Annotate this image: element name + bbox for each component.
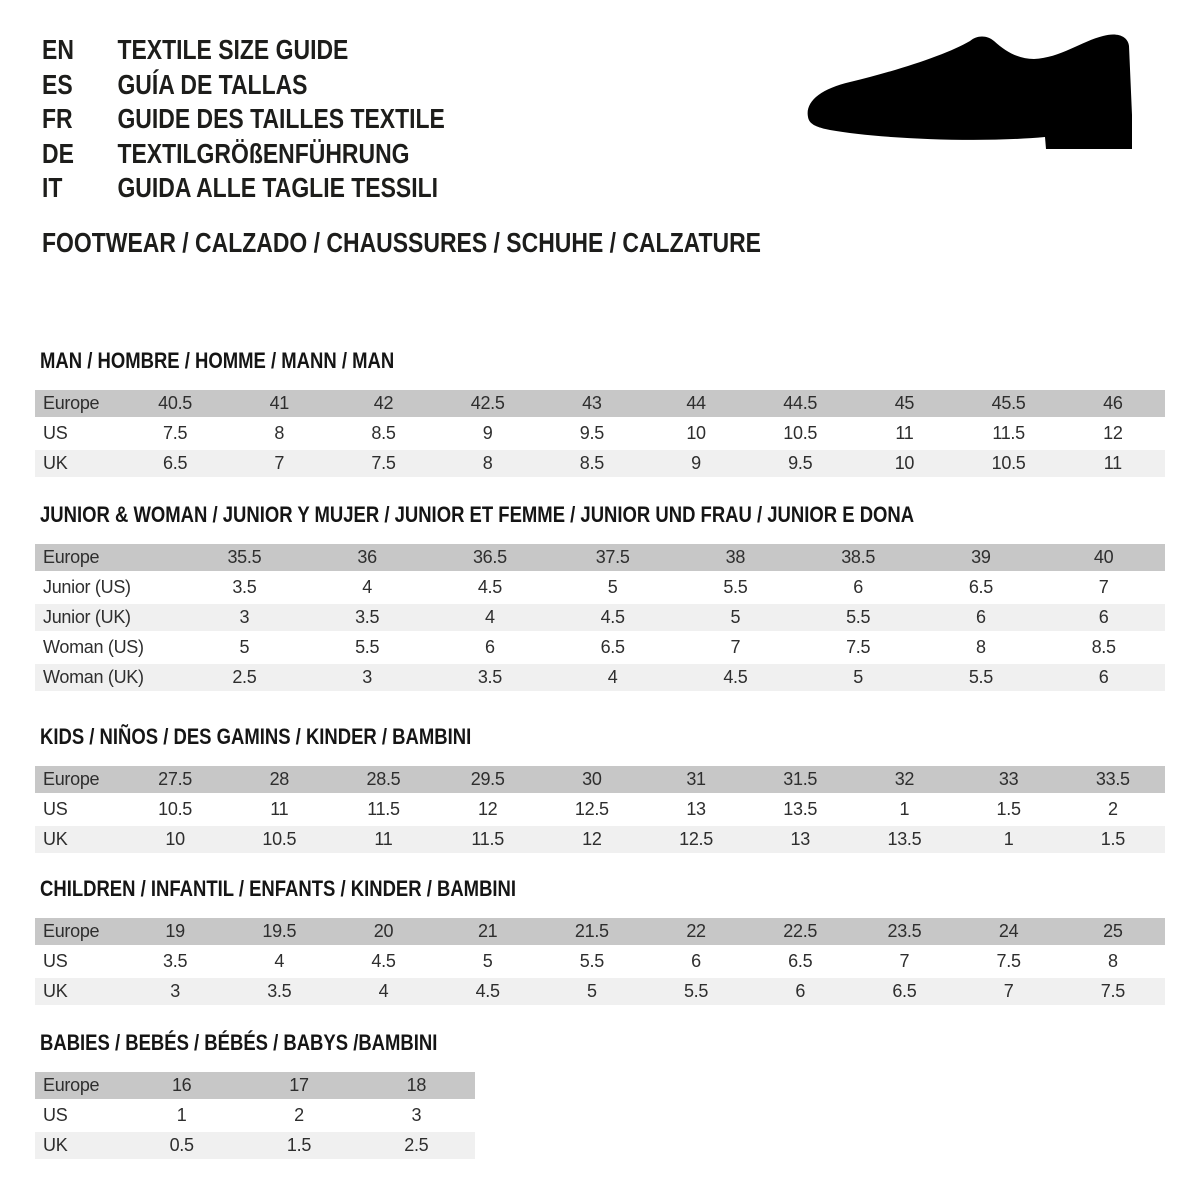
language-title: GUIDA ALLE TAGLIE TESSILI bbox=[117, 172, 439, 203]
size-cell: 12 bbox=[477, 798, 498, 819]
size-cell: 10.5 bbox=[783, 422, 818, 443]
size-cell: 29.5 bbox=[436, 766, 540, 793]
size-cell: 3 bbox=[411, 1104, 422, 1125]
table-row bbox=[35, 978, 1165, 1005]
size-cell: 2.5 bbox=[358, 1132, 475, 1159]
row-label: UK bbox=[35, 978, 123, 1005]
table-row bbox=[35, 420, 1165, 447]
size-cell: 21 bbox=[436, 918, 540, 945]
size-cell: 7 bbox=[1098, 576, 1109, 597]
row-label: Junior (UK) bbox=[35, 604, 183, 631]
size-cell: 13 bbox=[748, 826, 852, 853]
table-row bbox=[35, 450, 1165, 477]
size-cell: 22 bbox=[644, 918, 748, 945]
size-cell: 31 bbox=[644, 766, 748, 793]
size-cell: 6.5 bbox=[852, 978, 956, 1005]
size-cell: 7.5 bbox=[1061, 978, 1165, 1005]
language-title: TEXTILGRÖßENFÜHRUNG bbox=[117, 137, 410, 169]
size-cell: 45.5 bbox=[957, 390, 1061, 417]
size-cell: 10.5 bbox=[227, 826, 331, 853]
size-cell: 10.5 bbox=[957, 450, 1061, 477]
size-cell: 6 bbox=[1042, 664, 1165, 691]
size-cell: 12 bbox=[540, 826, 644, 853]
size-cell: 3.5 bbox=[227, 978, 331, 1005]
shoe-icon bbox=[800, 27, 1140, 157]
section-man bbox=[35, 348, 1200, 480]
size-cell: 11 bbox=[895, 422, 914, 443]
size-cell: 37.5 bbox=[551, 544, 674, 571]
row-label: UK bbox=[35, 450, 123, 477]
size-cell: 5.5 bbox=[644, 978, 748, 1005]
row-label: Europe bbox=[35, 918, 123, 945]
size-cell: 45 bbox=[852, 390, 956, 417]
size-cell: 9.5 bbox=[579, 422, 604, 443]
size-table bbox=[35, 915, 1165, 1008]
size-cell: 6.5 bbox=[968, 576, 993, 597]
size-cell: 3 bbox=[123, 978, 227, 1005]
language-row bbox=[42, 171, 992, 206]
size-cell: 2.5 bbox=[183, 664, 306, 691]
table-row bbox=[35, 948, 1165, 975]
size-cell: 25 bbox=[1061, 918, 1165, 945]
language-title: TEXTILE SIZE GUIDE bbox=[117, 34, 349, 65]
size-cell: 5 bbox=[239, 636, 250, 657]
size-cell: 12.5 bbox=[574, 798, 609, 819]
size-cell: 2 bbox=[294, 1104, 304, 1125]
size-cell: 8.5 bbox=[540, 450, 644, 477]
size-table bbox=[35, 1069, 475, 1162]
size-cell: 44 bbox=[644, 390, 748, 417]
size-cell: 6 bbox=[1042, 604, 1165, 631]
size-cell: 7 bbox=[899, 950, 910, 971]
size-cell: 4.5 bbox=[371, 950, 396, 971]
size-cell: 11.5 bbox=[367, 798, 400, 819]
row-label: UK bbox=[35, 826, 123, 853]
size-cell: 41 bbox=[227, 390, 331, 417]
size-cell: 9.5 bbox=[748, 450, 852, 477]
row-label: Woman (UK) bbox=[35, 664, 183, 691]
table-row bbox=[35, 574, 1165, 601]
size-cell: 7.5 bbox=[163, 422, 188, 443]
size-cell: 43 bbox=[540, 390, 644, 417]
size-cell: 44.5 bbox=[748, 390, 852, 417]
size-cell: 7.5 bbox=[846, 636, 871, 657]
size-cell: 36.5 bbox=[429, 544, 552, 571]
size-cell: 7.5 bbox=[996, 950, 1021, 971]
row-label: Europe bbox=[35, 544, 183, 571]
size-cell: 4.5 bbox=[436, 978, 540, 1005]
section-junior-woman bbox=[35, 502, 1200, 694]
size-cell: 8 bbox=[274, 422, 285, 443]
table-row bbox=[35, 634, 1165, 661]
size-cell: 5.5 bbox=[797, 604, 920, 631]
size-cell: 20 bbox=[331, 918, 435, 945]
language-code: DE bbox=[42, 137, 74, 169]
size-cell: 5 bbox=[797, 664, 920, 691]
size-cell: 38.5 bbox=[797, 544, 920, 571]
size-cell: 5 bbox=[482, 950, 493, 971]
size-cell: 22.5 bbox=[748, 918, 852, 945]
size-cell: 4 bbox=[274, 950, 285, 971]
size-cell: 19.5 bbox=[227, 918, 331, 945]
section-children bbox=[35, 876, 1200, 1008]
size-cell: 33.5 bbox=[1061, 766, 1165, 793]
size-cell: 6.5 bbox=[123, 450, 227, 477]
table-title: JUNIOR & WOMAN / JUNIOR Y MUJER / JUNIOR ET FEMME / JUNIOR UND FRAU / JUNIOR E DONA bbox=[40, 501, 915, 527]
row-label: UK bbox=[35, 1132, 123, 1159]
size-cell: 5 bbox=[607, 576, 618, 597]
size-cell: 11.5 bbox=[436, 826, 540, 853]
size-cell: 4.5 bbox=[551, 604, 674, 631]
size-table bbox=[35, 763, 1165, 856]
size-cell: 38 bbox=[674, 544, 797, 571]
size-cell: 1 bbox=[899, 798, 910, 819]
size-cell: 39 bbox=[920, 544, 1043, 571]
size-cell: 1.5 bbox=[1061, 826, 1165, 853]
size-cell: 40 bbox=[1042, 544, 1165, 571]
language-title: GUÍA DE TALLAS bbox=[117, 68, 308, 100]
size-cell: 3 bbox=[183, 604, 306, 631]
size-cell: 5.5 bbox=[355, 636, 380, 657]
table-row bbox=[35, 664, 1165, 691]
size-cell: 11 bbox=[270, 798, 289, 819]
size-cell: 5.5 bbox=[920, 664, 1043, 691]
page-header bbox=[35, 0, 1200, 206]
section-babies bbox=[35, 1030, 1200, 1162]
size-cell: 40.5 bbox=[123, 390, 227, 417]
size-cell: 28.5 bbox=[331, 766, 435, 793]
size-cell: 4 bbox=[429, 604, 552, 631]
size-cell: 27.5 bbox=[123, 766, 227, 793]
size-cell: 16 bbox=[123, 1072, 240, 1099]
size-cell: 4 bbox=[331, 978, 435, 1005]
table-title: CHILDREN / INFANTIL / ENFANTS / KINDER / BAMBINI bbox=[40, 875, 517, 901]
size-cell: 42.5 bbox=[436, 390, 540, 417]
table-header-row bbox=[35, 390, 1165, 417]
size-cell: 8 bbox=[436, 450, 540, 477]
size-cell: 1 bbox=[176, 1104, 187, 1125]
size-cell: 4.5 bbox=[477, 576, 502, 597]
row-label: Junior (US) bbox=[43, 576, 131, 597]
size-cell: 6.5 bbox=[788, 950, 813, 971]
table-title: MAN / HOMBRE / HOMME / MANN / MAN bbox=[40, 347, 395, 373]
size-cell: 7 bbox=[957, 978, 1061, 1005]
size-cell: 18 bbox=[358, 1072, 475, 1099]
size-cell: 0.5 bbox=[123, 1132, 240, 1159]
size-cell: 8 bbox=[1107, 950, 1118, 971]
table-header-row bbox=[35, 1072, 475, 1099]
size-cell: 23.5 bbox=[852, 918, 956, 945]
row-label: Woman (US) bbox=[43, 636, 144, 657]
size-cell: 7.5 bbox=[331, 450, 435, 477]
size-cell: 4 bbox=[551, 664, 674, 691]
size-cell: 10 bbox=[123, 826, 227, 853]
size-cell: 4.5 bbox=[674, 664, 797, 691]
size-cell: 12.5 bbox=[644, 826, 748, 853]
size-cell: 6.5 bbox=[600, 636, 625, 657]
table-header-row bbox=[35, 918, 1165, 945]
size-table bbox=[35, 541, 1165, 694]
size-cell: 33 bbox=[957, 766, 1061, 793]
row-label: Europe bbox=[35, 766, 123, 793]
language-title: GUIDE DES TAILLES TEXTILE bbox=[117, 103, 445, 134]
size-cell: 10.5 bbox=[158, 798, 193, 819]
row-label: US bbox=[43, 798, 68, 819]
size-cell: 8 bbox=[976, 636, 986, 657]
section-kids bbox=[35, 724, 1200, 856]
table-row bbox=[35, 1102, 475, 1129]
size-cell: 5.5 bbox=[723, 576, 748, 597]
size-cell: 21.5 bbox=[540, 918, 644, 945]
size-cell: 28 bbox=[227, 766, 331, 793]
size-cell: 3.5 bbox=[306, 604, 429, 631]
size-cell: 32 bbox=[852, 766, 956, 793]
size-cell: 1.5 bbox=[996, 798, 1021, 819]
size-cell: 7 bbox=[227, 450, 331, 477]
size-cell: 5.5 bbox=[579, 950, 604, 971]
row-label: US bbox=[43, 422, 68, 443]
size-cell: 8.5 bbox=[371, 422, 396, 443]
size-cell: 10 bbox=[686, 422, 706, 443]
size-cell: 8.5 bbox=[1091, 636, 1116, 657]
size-cell: 42 bbox=[331, 390, 435, 417]
language-code: EN bbox=[42, 34, 74, 65]
size-cell: 13.5 bbox=[783, 798, 818, 819]
size-cell: 35.5 bbox=[183, 544, 306, 571]
size-cell: 5 bbox=[540, 978, 644, 1005]
table-row bbox=[35, 796, 1165, 823]
row-label: US bbox=[43, 1104, 68, 1125]
size-cell: 13 bbox=[686, 798, 706, 819]
size-cell: 10 bbox=[852, 450, 956, 477]
category-line: FOOTWEAR / CALZADO / CHAUSSURES / SCHUHE / CALZATURE bbox=[42, 226, 761, 258]
table-title: BABIES / BEBÉS / BÉBÉS / BABYS /BAMBINI bbox=[40, 1029, 438, 1055]
size-cell: 3.5 bbox=[163, 950, 188, 971]
size-cell: 9 bbox=[644, 450, 748, 477]
size-cell: 30 bbox=[540, 766, 644, 793]
language-code: FR bbox=[42, 103, 73, 134]
size-cell: 6 bbox=[748, 978, 852, 1005]
table-title: KIDS / NIÑOS / DES GAMINS / KINDER / BAMBINI bbox=[40, 723, 472, 749]
size-cell: 19 bbox=[123, 918, 227, 945]
size-cell: 2 bbox=[1107, 798, 1118, 819]
size-cell: 11 bbox=[331, 826, 435, 853]
size-cell: 1 bbox=[957, 826, 1061, 853]
row-label: US bbox=[43, 950, 68, 971]
size-cell: 12 bbox=[1103, 422, 1123, 443]
size-cell: 36 bbox=[306, 544, 429, 571]
size-table bbox=[35, 387, 1165, 480]
row-label: Europe bbox=[35, 1072, 123, 1099]
size-cell: 1.5 bbox=[240, 1132, 357, 1159]
size-cell: 11.5 bbox=[992, 422, 1025, 443]
size-cell: 6 bbox=[691, 950, 701, 971]
size-cell: 3 bbox=[306, 664, 429, 691]
size-cell: 3.5 bbox=[429, 664, 552, 691]
table-row bbox=[35, 826, 1165, 853]
size-cell: 13.5 bbox=[852, 826, 956, 853]
size-cell: 31.5 bbox=[748, 766, 852, 793]
table-header-row bbox=[35, 766, 1165, 793]
row-label: Europe bbox=[35, 390, 123, 417]
size-cell: 6 bbox=[853, 576, 863, 597]
size-cell: 3.5 bbox=[232, 576, 257, 597]
size-cell: 7 bbox=[730, 636, 741, 657]
size-cell: 24 bbox=[957, 918, 1061, 945]
size-cell: 6 bbox=[920, 604, 1043, 631]
language-code: IT bbox=[42, 172, 63, 203]
table-header-row bbox=[35, 544, 1165, 571]
size-cell: 4 bbox=[362, 576, 372, 597]
language-code: ES bbox=[42, 68, 73, 100]
size-cell: 9 bbox=[482, 422, 493, 443]
size-cell: 6 bbox=[485, 636, 495, 657]
size-cell: 11 bbox=[1061, 450, 1165, 477]
size-cell: 17 bbox=[240, 1072, 357, 1099]
table-row bbox=[35, 1132, 475, 1159]
size-cell: 46 bbox=[1061, 390, 1165, 417]
table-row bbox=[35, 604, 1165, 631]
size-cell: 5 bbox=[674, 604, 797, 631]
